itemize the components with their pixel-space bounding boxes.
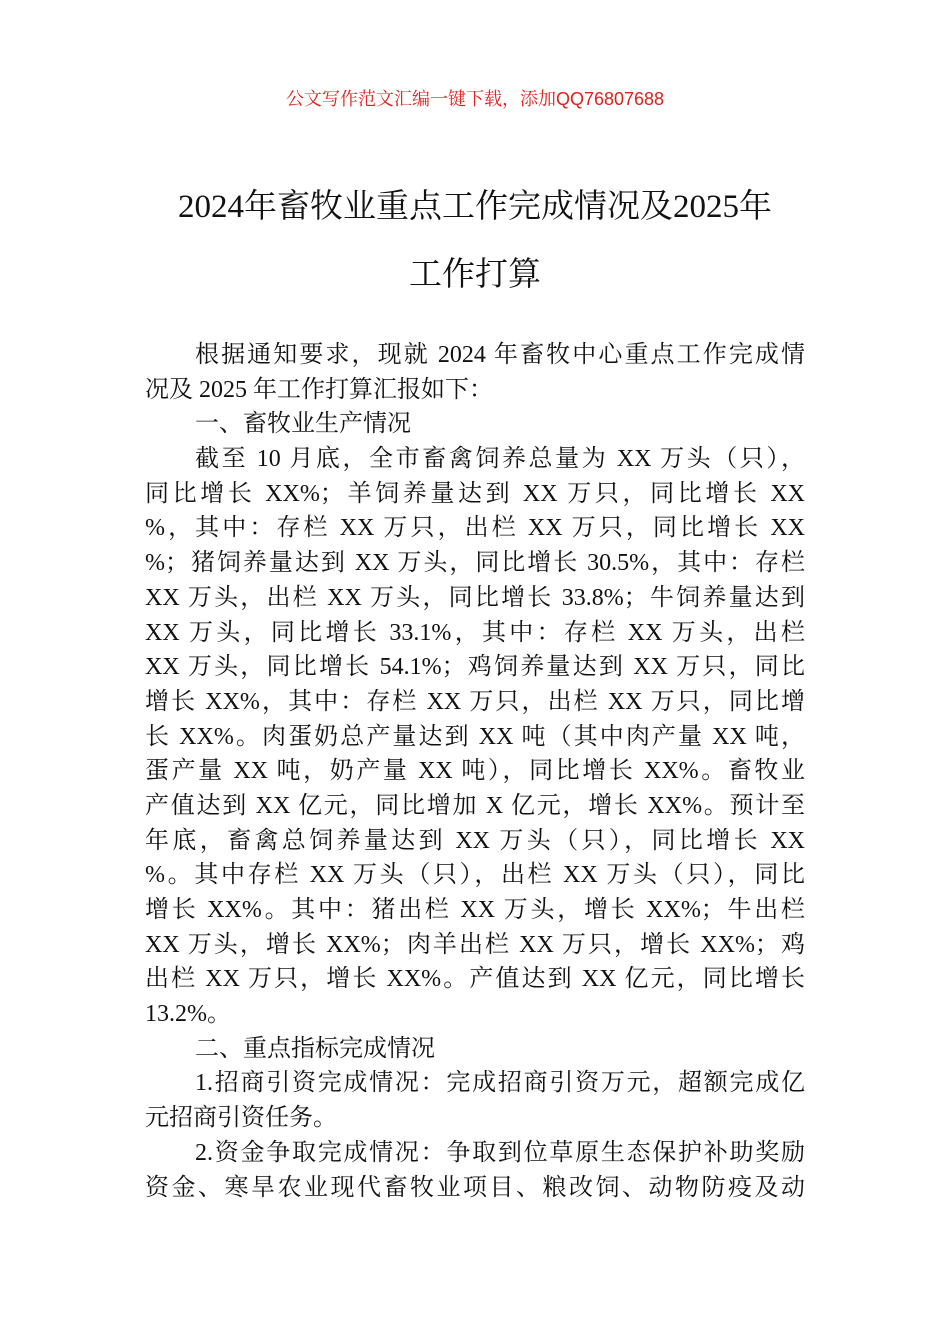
text-line: XX 万头，同比增长 33.1%，其中：存栏 XX 万头，出栏 [145,619,805,646]
text-line: 产值达到 XX 亿元，同比增加 X 亿元，增长 XX%。预计至 [145,792,805,819]
section-heading [145,1032,805,1067]
text-line: 截至 10 月底，全市畜禽饲养总量为 XX 万头（只）， [195,446,805,473]
text-line: 一、畜牧业生产情况 [195,411,411,438]
paragraph [145,338,805,407]
section-heading [145,407,805,442]
text-line: 2.资金争取完成情况：争取到位草原生态保护补助奖励 [195,1139,805,1166]
text-line: 资金、寒旱农业现代畜牧业项目、粮改饲、动物防疫及动 [145,1174,805,1201]
text-line: 13.2%。 [145,1001,231,1028]
text-line: 元招商引资任务。 [145,1105,337,1132]
text-line: XX 万头，出栏 XX 万头，同比增长 33.8%；牛饲养量达到 [145,584,805,611]
text-line: %；猪饲养量达到 XX 万头，同比增长 30.5%，其中：存栏 [145,550,805,577]
document-title-line-1: 2024年畜牧业重点工作完成情况及2025年 [178,189,772,225]
text-line: 增长 XX%。其中：猪出栏 XX 万头，增长 XX%；牛出栏 [145,897,805,923]
text-line: %，其中：存栏 XX 万只，出栏 XX 万只，同比增长 XX [145,515,805,542]
text-line: 年底，畜禽总饲养量达到 XX 万头（只），同比增长 XX [145,827,805,854]
text-line: 况及 2025 年工作打算汇报如下： [145,376,493,403]
paragraph [145,1066,805,1135]
text-line: 根据通知要求，现就 2024 年畜牧中心重点工作完成情 [195,342,805,368]
text-line: 二、重点指标完成情况 [195,1035,435,1062]
text-line: 增长 XX%，其中：存栏 XX 万只，出栏 XX 万只，同比增 [145,688,805,715]
download-banner: 公文写作范文汇编一键下载，添加QQ76807688 [285,89,665,109]
document-body [145,338,805,1205]
text-line: 同比增长 XX%；羊饲养量达到 XX 万只，同比增长 XX [145,480,805,507]
text-line: XX 万头，同比增长 54.1%；鸡饲养量达到 XX 万只，同比 [145,654,805,681]
text-line: XX 万头，增长 XX%；肉羊出栏 XX 万只，增长 XX%；鸡 [145,931,805,958]
paragraph [145,1136,805,1205]
text-line: %。其中存栏 XX 万头（只），出栏 XX 万头（只），同比 [145,862,805,889]
document-title-line-2: 工作打算 [409,257,541,293]
text-line: 出栏 XX 万只，增长 XX%。产值达到 XX 亿元，同比增长 [145,966,805,993]
paragraph [145,442,805,1032]
text-line: 蛋产量 XX 吨，奶产量 XX 吨），同比增长 XX%。畜牧业 [145,758,805,785]
text-line: 长 XX%。肉蛋奶总产量达到 XX 吨（其中肉产量 XX 吨， [145,723,805,750]
text-line: 1.招商引资完成情况：完成招商引资万元，超额完成亿 [195,1070,805,1097]
